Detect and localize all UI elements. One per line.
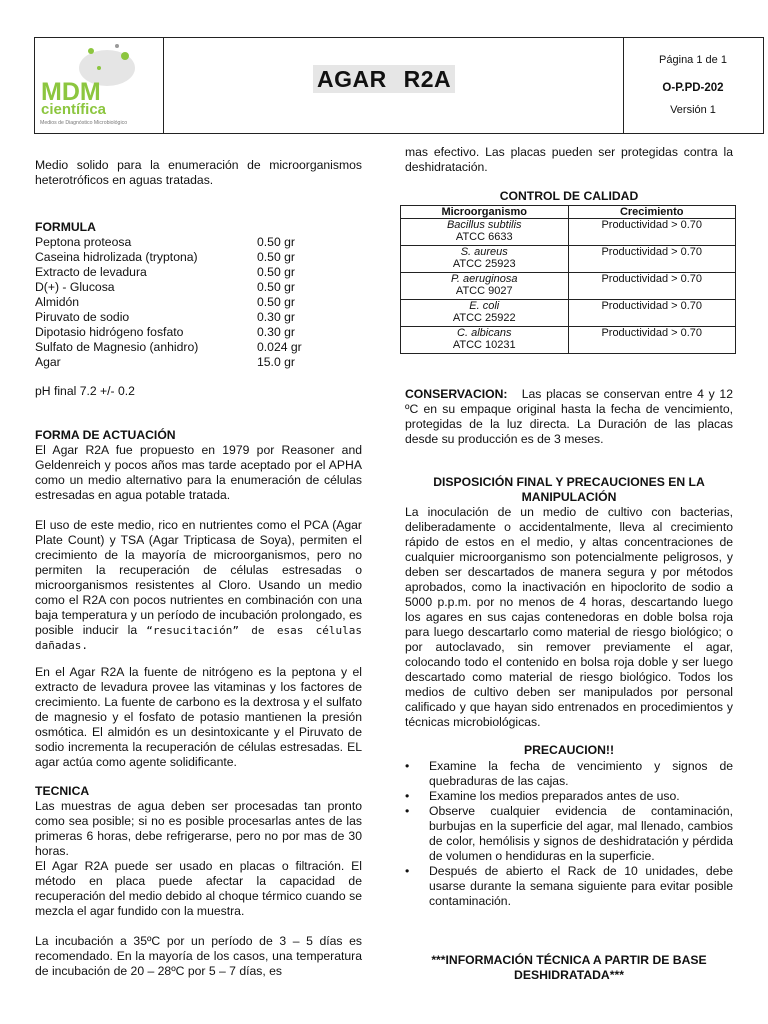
actuacion-heading: FORMA DE ACTUACIÓN — [35, 428, 176, 442]
column-header-microorganism: Microorganismo — [401, 206, 569, 219]
ingredient-value: 15.0 gr — [257, 355, 295, 369]
document-header — [34, 37, 764, 134]
growth-cell: Productividad > 0.70 — [568, 327, 736, 354]
actuacion-paragraph-2-text: El uso de este medio, rico en nutrientes como el PCA (Agar Plate Count) y TSA (Agar Tripticasa de Soya), permiten el crecimiento de la mayoría de microorganismos, pero no permiten la recuperación de células estresadas o microorganismos resistentes al Cloro. Usando un medio como el R2A con pocos nutrientes en combinación con una baja temperatura y un período de incubación prolongado, es posible inducir la — [35, 518, 362, 637]
organism-name: S. aureus — [460, 246, 508, 258]
table-row — [401, 273, 736, 300]
conservacion-paragraph — [405, 387, 733, 447]
ingredient-name: Extracto de levadura — [35, 265, 147, 279]
ingredient-name: Piruvato de sodio — [35, 310, 130, 324]
document-version: Versión 1 — [670, 104, 716, 116]
atcc-code: ATCC 25923 — [452, 258, 516, 270]
ingredient-name: Peptona proteosa — [35, 235, 132, 249]
tecnica-paragraph-3: La incubación a 35ºC por un período de 3 – 5 días es recomendado. En la mayoría de los casos, una temperatura de incubación de 20 – 28ºC por 5 – 7 días, es — [35, 934, 362, 978]
organism-name: P. aeruginosa — [451, 273, 518, 285]
ingredient-value: 0.50 gr — [257, 250, 295, 264]
formula-heading: FORMULA — [35, 220, 96, 234]
growth-cell: Productividad > 0.70 — [568, 300, 736, 327]
growth-cell: Productividad > 0.70 — [568, 219, 736, 246]
document-code: O-P.PD-202 — [662, 82, 724, 94]
formula-row — [35, 340, 362, 355]
quality-control-table — [400, 205, 736, 354]
table-header-row — [401, 206, 736, 219]
table-row — [401, 327, 736, 354]
formula-row — [35, 355, 362, 370]
ingredient-name: Sulfato de Magnesio (anhidro) — [35, 340, 199, 354]
ingredient-name: Agar — [35, 355, 61, 369]
tecnica-paragraph-2: El Agar R2A puede ser usado en placas o filtración. El método en placa puede afectar la capacidad de recuperación del medio debido al choque térmico cuando se mezcla el agar fundido con la muestra. — [35, 859, 362, 918]
ingredient-name: Almidón — [35, 295, 80, 309]
atcc-code: ATCC 10231 — [452, 339, 516, 351]
actuacion-paragraph-3: En el Agar R2A la fuente de nitrógeno es la peptona y el extracto de levadura provee las vitaminas y los factores de crecimiento. La fuente de carbono es la dextrosa y el sulfato de magnesio y el fosfato de potasio mantienen la presión osmótica. El almidón es un desintoxicante y el Piruvato de sodio incrementa la recuperación de células estresadas. EL agar actúa como agente solidificante. — [35, 665, 362, 769]
company-logo — [35, 38, 164, 133]
title-cell — [163, 38, 624, 133]
growth-cell: Productividad > 0.70 — [568, 246, 736, 273]
tecnica-paragraph-1: Las muestras de agua deben ser procesadas tan pronto como sea posible; si no es posible procesarlas antes de las primeras 6 horas, debe refrigerarse, pero no por mas de 30 horas. — [35, 799, 362, 858]
precaucion-list — [405, 759, 733, 909]
logo-sub: científica — [41, 101, 107, 118]
ingredient-value: 0.50 gr — [257, 265, 295, 279]
meta-cell — [623, 38, 763, 133]
organism-cell — [401, 273, 569, 300]
ingredient-value: 0.024 gr — [257, 340, 302, 354]
table-row — [401, 246, 736, 273]
footer-note: ***INFORMACIÓN TÉCNICA A PARTIR DE BASE DESHIDRATADA*** — [431, 953, 707, 982]
list-item: • Examine los medios preparados antes de uso. — [405, 789, 733, 804]
disposicion-text: La inoculación de un medio de cultivo con bacterias, deliberadamente o accidentalmente, lleva al crecimiento rápido de estos en el medio, y altas concentraciones de cualquier microorganismo son potencialmente peligrosos, y deben ser descartados de manera segura y por métodos aprobados, como la inactivación en hipoclorito de sodio a 5000 p.p.m. por no menos de 4 horas, descartando luego los agares en sus cajas contenedoras en doble bolsa roja para luego descartarlo como material de riesgo biológico; o por autoclavado, sin remover previamente el agar, colocando todo el contenido en bolsa roja doble y ser luego descartado como material de riesgo biológico. Todos los medios de cultivo deben ser manipulados por personal calificado y que hayan sido entrenados en procedimientos y técnicas microbiológicas. — [405, 505, 733, 729]
list-item: • Después de abierto el Rack de 10 unidades, debe usarse durante la semana siguiente para evitar posible contaminación. — [405, 864, 733, 909]
quality-control-table-wrap — [400, 205, 736, 354]
control-heading: CONTROL DE CALIDAD — [499, 189, 639, 203]
document-title: AGAR R2A — [313, 65, 455, 93]
organism-name: C. albicans — [457, 327, 512, 339]
atcc-code: ATCC 6633 — [455, 231, 513, 243]
organism-name: E. coli — [469, 300, 500, 312]
precaucion-heading: PRECAUCION!! — [523, 743, 615, 757]
formula-row — [35, 280, 362, 295]
conservacion-text: Las placas se conservan entre 4 y 12 ºC en su empaque original hasta la fecha de vencimiento, protegidas de la luz directa. La Duración de las placas desde su producción es de 3 meses. — [405, 387, 733, 446]
organism-cell — [401, 219, 569, 246]
conservacion-label: CONSERVACION: — [405, 387, 508, 401]
disposicion-heading: DISPOSICIÓN FINAL Y PRECAUCIONES EN LA MANIPULACIÓN — [433, 475, 705, 504]
formula-row — [35, 325, 362, 340]
formula-row — [35, 265, 362, 280]
ingredient-value: 0.50 gr — [257, 295, 295, 309]
organism-cell — [401, 327, 569, 354]
ingredient-value: 0.50 gr — [257, 280, 295, 294]
ingredient-name: D(+) - Glucosa — [35, 280, 115, 294]
formula-row — [35, 310, 362, 325]
actuacion-paragraph-1: El Agar R2A fue propuesto en 1979 por Reasoner and Geldenreich y pocos años mas tarde aceptado por el APHA como un medio alternativo para la enumeración de células estresadas en agua potable tratada. — [35, 443, 362, 502]
actuacion-paragraph-2 — [35, 518, 362, 653]
ingredient-name: Dipotasio hidrógeno fosfato — [35, 325, 184, 339]
logo-name: MDM — [41, 78, 101, 106]
organism-name: Bacillus subtilis — [446, 219, 522, 231]
table-row — [401, 300, 736, 327]
ingredient-value: 0.30 gr — [257, 310, 295, 324]
list-item: • Examine la fecha de vencimiento y signos de quebraduras de las cajas. — [405, 759, 733, 789]
formula-list — [35, 235, 362, 375]
growth-cell: Productividad > 0.70 — [568, 273, 736, 300]
atcc-code: ATCC 25922 — [452, 312, 516, 324]
formula-row — [35, 295, 362, 310]
column-header-growth: Crecimiento — [568, 206, 736, 219]
actuacion-paragraph-2-quote: “resucitación” de esas células dañadas. — [35, 624, 362, 652]
tecnica-heading: TECNICA — [35, 784, 90, 798]
organism-cell — [401, 300, 569, 327]
intro-text: Medio solido para la enumeración de microorganismos heterotróficos en aguas tratadas. — [35, 158, 362, 187]
organism-cell — [401, 246, 569, 273]
ingredient-name: Caseina hidrolizada (tryptona) — [35, 250, 198, 264]
formula-row — [35, 250, 362, 265]
ingredient-value: 0.50 gr — [257, 235, 295, 249]
formula-row — [35, 235, 362, 250]
mdm-logo-graphic — [35, 38, 163, 133]
atcc-code: ATCC 9027 — [455, 285, 513, 297]
tecnica-paragraph-3-continued: mas efectivo. Las placas pueden ser protegidas contra la deshidratación. — [405, 145, 733, 174]
logo-tagline: Medios de Diagnóstico Microbiológico — [40, 120, 128, 126]
page-number: Página 1 de 1 — [659, 54, 727, 66]
ph-value: pH final 7.2 +/- 0.2 — [35, 384, 135, 398]
table-row — [401, 219, 736, 246]
precaucion-list-wrap — [405, 759, 733, 909]
ingredient-value: 0.30 gr — [257, 325, 295, 339]
list-item: • Observe cualquier evidencia de contaminación, burbujas en la superficie del agar, mal llenado, cambios de color, hemólisis y signos de deshidratación y pérdida de volumen o hendiduras en la superficie. — [405, 804, 733, 864]
